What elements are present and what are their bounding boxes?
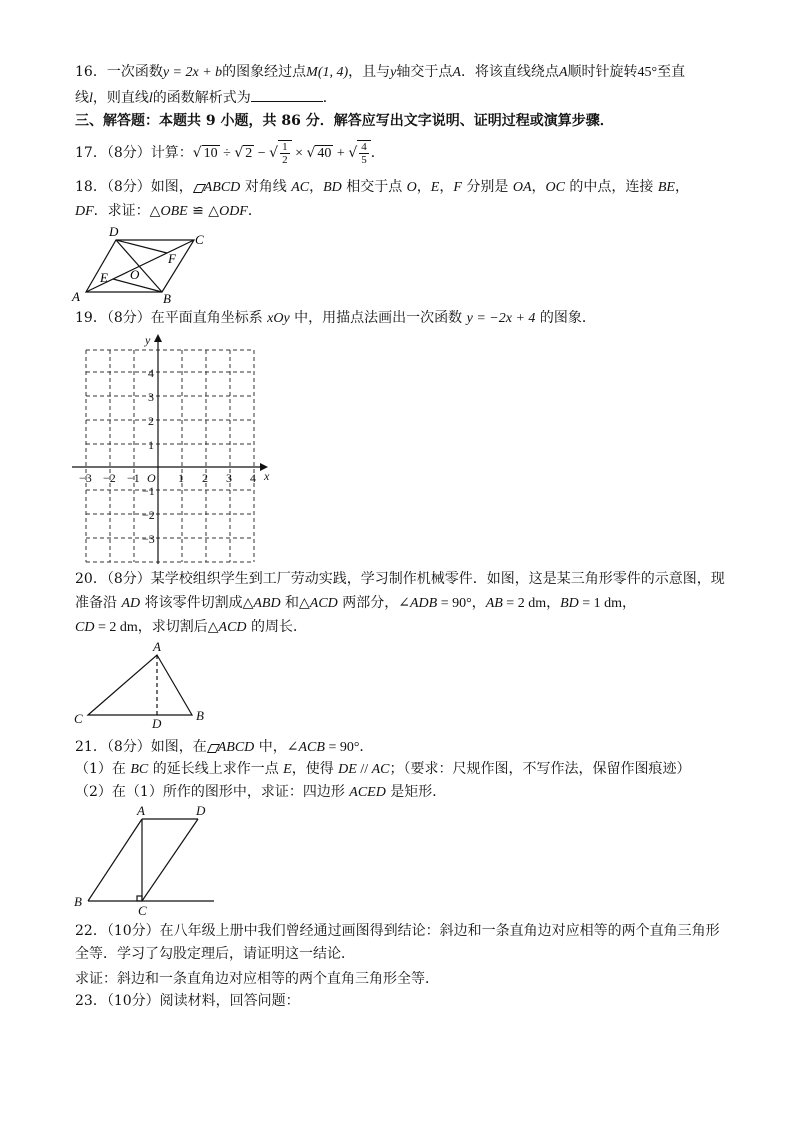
x-tick-neg1: −1 (127, 471, 140, 485)
x-tick-1: 1 (178, 471, 184, 485)
q22-line3: 求证：斜边和一条直角边对应相等的两个直角三角形全等． (75, 971, 439, 987)
origin-label: O (147, 471, 156, 485)
q21-part1: （1）在 BC 的延长线上求作一点 E，使得 DE // AC；（要求：尺规作图，不写作法，保留作图痕迹） (75, 761, 691, 777)
label-F: F (168, 251, 176, 266)
x-tick-4: 4 (250, 471, 256, 485)
q20-line1: 20．（8分）某学校组织学生到工厂劳动实践，学习制作机械零件．如图，这是某三角形零件的示意图，现 (75, 571, 725, 587)
q21-part2: （2）在（1）所作的图形中，求证：四边形 ACED 是矩形． (75, 784, 447, 800)
q18-line2: DF．求证：△OBE ≌ △ODF． (75, 203, 262, 219)
label-B: B (196, 708, 204, 723)
label-C: C (195, 232, 204, 247)
label-C: C (74, 711, 83, 726)
label-D: D (152, 716, 162, 731)
q16-line2: 线l，则直线l的函数解析式为 ． (75, 87, 337, 109)
x-tick-neg3: −3 (79, 471, 92, 485)
q18-parallelogram-figure (68, 222, 218, 306)
parallelogram-symbol (207, 742, 218, 751)
y-tick-neg1: −1 (142, 484, 155, 498)
q19-line: 19．（8分）在平面直角坐标系 xOy 中，用描点法画出一次函数 y = −2x + 4 的图象． (75, 310, 596, 326)
label-A: A (137, 803, 145, 818)
y-tick-3: 3 (148, 390, 154, 404)
answer-blank (251, 87, 323, 102)
label-D: D (196, 803, 206, 818)
label-E: E (100, 270, 108, 285)
y-tick-4: 4 (148, 366, 154, 380)
q16-line1: 16．一次函数y = 2x + b的图象经过点M(1, 4)，且与y轴交于点A．将该直线绕点A顺时针旋转45°至直 (75, 64, 686, 80)
x-axis-label: x (264, 469, 270, 483)
x-tick-3: 3 (226, 471, 232, 485)
label-C: C (138, 903, 147, 918)
q20-line2: 准备沿 AD 将该零件切割成△ABD 和△ACD 两部分，∠ADB = 90°，AB = 2 dm，BD = 1 dm， (75, 595, 637, 611)
label-A: A (153, 639, 161, 654)
q22-line1: 22．（10分）在八年级上册中我们曾经通过画图得到结论：斜边和一条直角边对应相等的两个直角三角形 (75, 923, 720, 939)
y-tick-2: 2 (148, 414, 154, 428)
label-B: B (74, 894, 82, 909)
q21-line1: 21．（8分）如图，在 ABCD 中，∠ACB = 90°． (75, 739, 374, 755)
y-tick-neg2: −2 (142, 508, 155, 522)
section-heading: 三、解答题：本题共 9 小题，共 86 分．解答应写出文字说明、证明过程或演算步骤． (75, 113, 614, 129)
q23-line1: 23．（10分）阅读材料，回答问题： (75, 993, 300, 1009)
label-B: B (163, 291, 171, 306)
parallelogram-symbol (193, 182, 204, 191)
q22-line2: 全等．学习了勾股定理后，请证明这一结论． (75, 946, 355, 962)
label-A: A (72, 289, 80, 304)
q20-line3: CD = 2 dm，求切割后△ACD 的周长． (75, 619, 307, 635)
q20-triangle-figure (68, 638, 218, 732)
label-O: O (130, 267, 140, 282)
y-tick-1: 1 (148, 438, 154, 452)
y-axis-label: y (145, 333, 151, 347)
q19-coordinate-grid (68, 330, 278, 566)
q21-parallelogram-figure (68, 803, 228, 919)
label-D: D (109, 224, 119, 239)
q17-line: 17．（8分）计算：√ 10 ÷ √ 2 − √ $\frac{1}{2}$ × √ 40 + √ $\frac{4}{5}$ ． (75, 140, 385, 166)
x-tick-neg2: −2 (103, 471, 116, 485)
y-tick-neg3: −3 (142, 532, 155, 546)
q18-line1: 18．（8分）如图， ABCD 对角线 AC，BD 相交于点 O，E，F 分别是 OA，OC 的中点，连接 BE， (75, 179, 689, 195)
x-tick-2: 2 (202, 471, 208, 485)
